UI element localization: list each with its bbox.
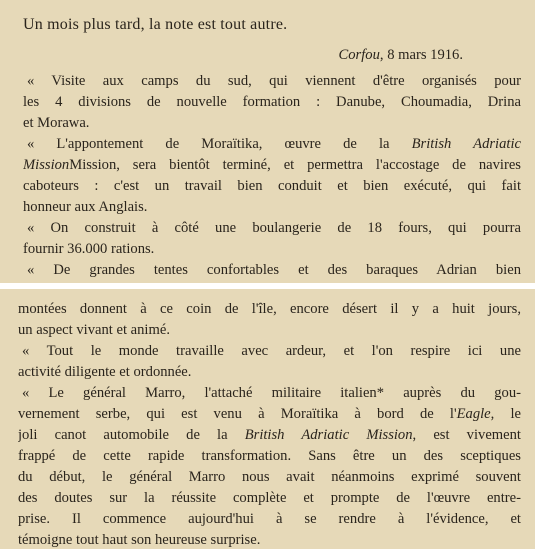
text-line: honneur aux Anglais. bbox=[23, 199, 148, 215]
text-line: et Morawa. bbox=[23, 115, 90, 131]
text-fragment: Mission, sera bientôt terminé, et permettra l'accostage de navires bbox=[69, 157, 521, 173]
italic-fragment: British Adriatic bbox=[411, 136, 521, 152]
text-line: « Visite aux camps du sud, qui viennent d'être organisés pour bbox=[27, 73, 521, 89]
text-line: montées donnent à ce coin de l'île, encore désert il y a huit jours, bbox=[18, 301, 521, 317]
italic-fragment: Eagle bbox=[456, 406, 491, 422]
text-line bbox=[23, 134, 521, 155]
dateline-place: Corfou bbox=[338, 47, 380, 63]
italic-fragment: Mission bbox=[23, 157, 70, 173]
text-line: prise. Il commence aujourd'hui à se rendre à l'évidence, et bbox=[18, 511, 521, 527]
text-fragment: « L'appontement de Moraïtika, œuvre de la bbox=[27, 136, 390, 152]
text-fragment: , est vivement bbox=[412, 427, 521, 443]
text-line: témoigne tout haut son heureuse surprise. bbox=[18, 532, 261, 548]
text-line: « Le général Marro, l'attaché militaire italien* auprès du gou- bbox=[22, 385, 521, 401]
text-fragment: joli canot automobile de la bbox=[18, 427, 228, 443]
text-line: les 4 divisions de nouvelle formation : Danube, Choumadia, Drina bbox=[23, 94, 521, 110]
text-line bbox=[18, 404, 521, 425]
text-line: « De grandes tentes confortables et des baraques Adrian bien bbox=[27, 262, 521, 278]
dateline bbox=[23, 45, 463, 66]
text-line: activité diligente et ordonnée. bbox=[18, 364, 192, 380]
italic-fragment: British Adriatic Mission bbox=[244, 427, 413, 443]
text-line: du début, le général Marro nous avait néanmoins exprimé souvent bbox=[18, 469, 521, 485]
text-line bbox=[23, 155, 521, 176]
text-line bbox=[18, 425, 521, 446]
text-line: caboteurs : c'est un travail bien conduit et bien exécuté, qui fait bbox=[23, 178, 521, 194]
text-fragment: vernement serbe, qui est venu à Moraïtika à bord de l' bbox=[18, 406, 457, 422]
text-line: des doutes sur la réussite complète et prompte de l'œuvre entre- bbox=[18, 490, 521, 506]
text-fragment: , le bbox=[490, 406, 521, 422]
text-line: un aspect vivant et animé. bbox=[18, 322, 170, 338]
text-line: fournir 36.000 rations. bbox=[23, 241, 155, 257]
text-line: « On construit à côté une boulangerie de 18 fours, qui pourra bbox=[27, 220, 521, 236]
heading: Un mois plus tard, la note est tout autre. bbox=[23, 16, 288, 33]
text-line: « Tout le monde travaille avec ardeur, et l'on respire ici une bbox=[22, 343, 521, 359]
text-line: frappé de cette rapide transformation. Sans être un des sceptiques bbox=[18, 448, 521, 464]
dateline-rest: , 8 mars 1916. bbox=[379, 47, 463, 63]
page-scan-bottom bbox=[0, 289, 535, 549]
